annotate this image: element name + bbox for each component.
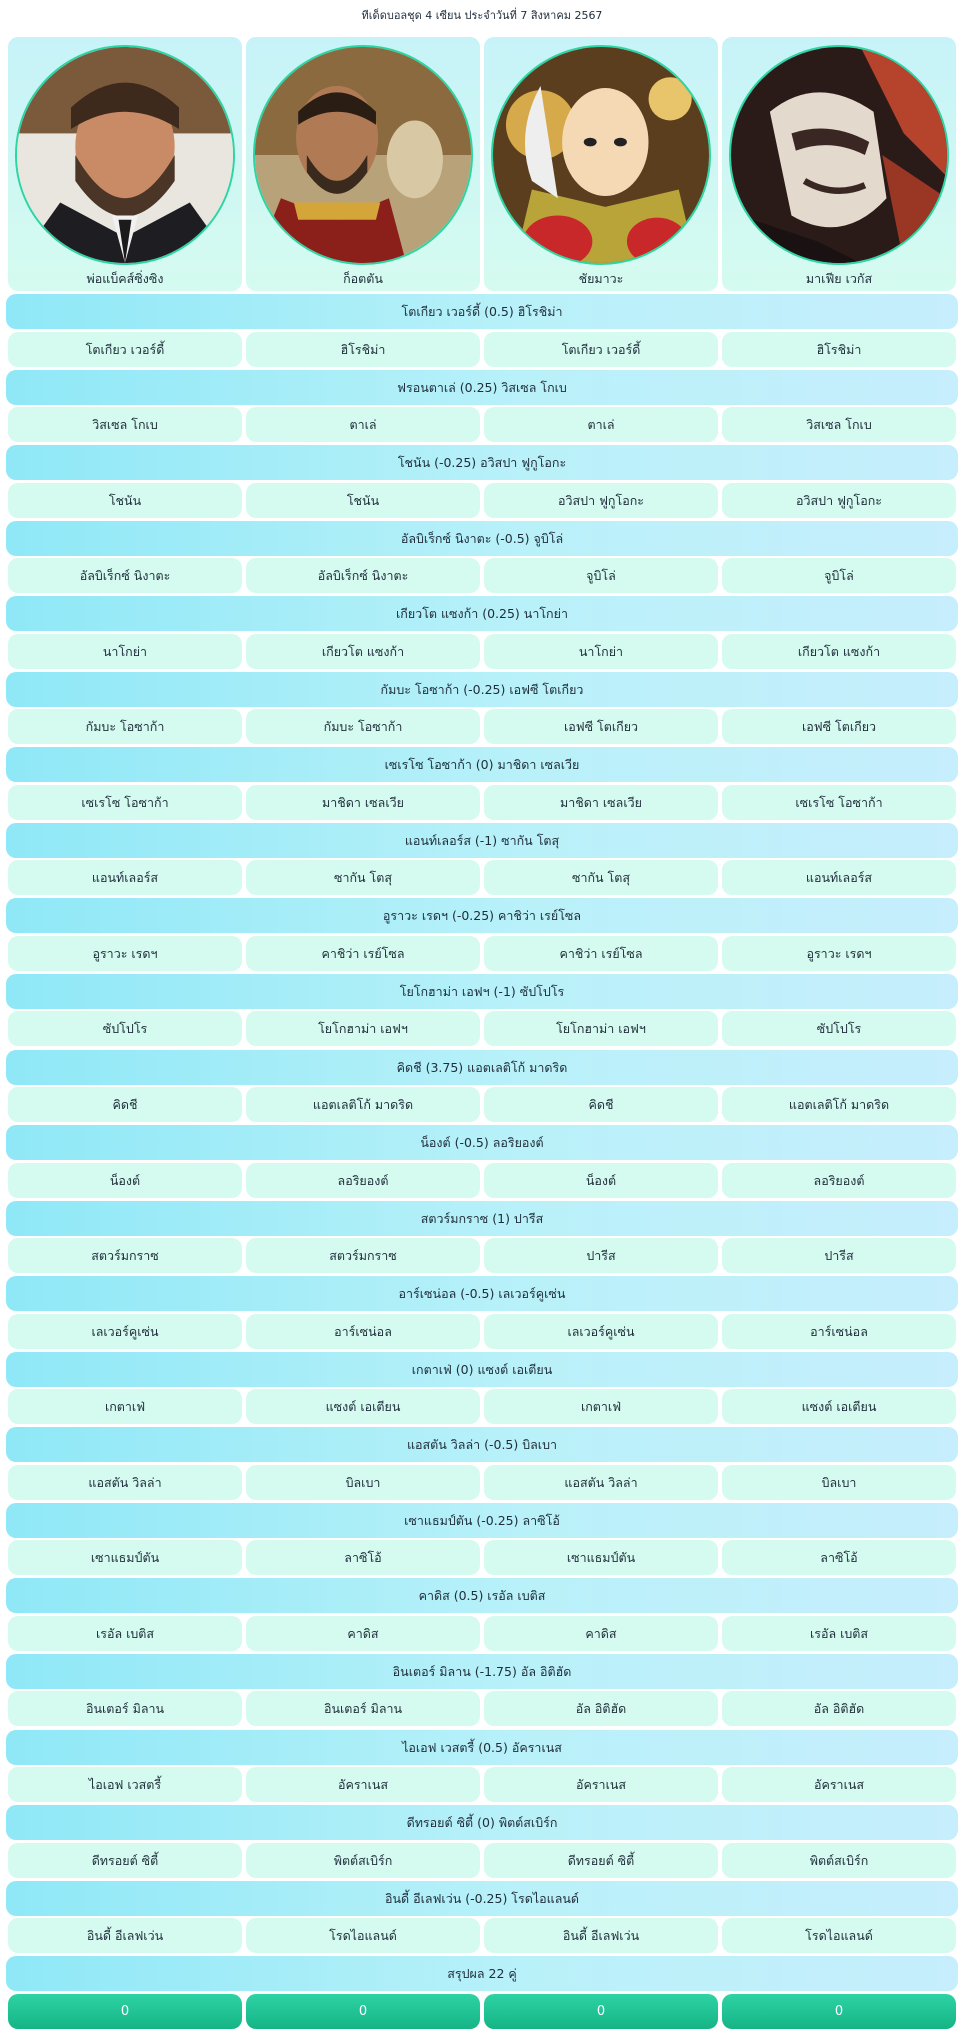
pick-cell: เลเวอร์คูเซ่น xyxy=(484,1314,718,1349)
pick-cell: อวิสปา ฟูกูโอกะ xyxy=(484,483,718,518)
pick-cell: เกียวโต แซงก้า xyxy=(246,634,480,669)
pick-cell: โชนัน xyxy=(246,483,480,518)
match-header: คิดชี (3.75) แอตเลติโก้ มาดริด xyxy=(6,1050,958,1085)
match-header: ฟรอนตาเล่ (0.25) วิสเซล โกเบ xyxy=(6,370,958,405)
pick-cell: จูบิโล่ xyxy=(722,558,956,593)
pick-row xyxy=(8,1540,956,1575)
pick-cell: วิสเซล โกเบ xyxy=(722,407,956,442)
pick-cell: เกียวโต แซงก้า xyxy=(722,634,956,669)
pick-row xyxy=(8,1087,956,1122)
pick-cell: อูราวะ เรดฯ xyxy=(8,936,242,971)
match-header: โตเกียว เวอร์ดี้ (0.5) ฮิโรชิม่า xyxy=(6,294,958,329)
pick-cell: เซเรโซ โอซาก้า xyxy=(8,785,242,820)
score-row xyxy=(8,1994,956,2029)
pick-cell: คาชิว่า เรย์โซล xyxy=(246,936,480,971)
match-header: ไอเอฟ เวสตรี้ (0.5) อัคราเนส xyxy=(6,1730,958,1765)
tipster-name: ชัยมาวะ xyxy=(578,271,624,286)
match-header: อินเตอร์ มิลาน (-1.75) อัล อิติฮัด xyxy=(6,1654,958,1689)
pick-cell: อัคราเนส xyxy=(722,1767,956,1802)
pick-row xyxy=(8,1163,956,1198)
pick-cell: ซากัน โตสุ xyxy=(246,860,480,895)
pick-cell: อัคราเนส xyxy=(246,1767,480,1802)
tipster-name: ก็อตตัน xyxy=(343,271,383,286)
pick-row xyxy=(8,634,956,669)
pick-cell: ลอริยองต์ xyxy=(246,1163,480,1198)
pick-row xyxy=(8,1918,956,1953)
pick-cell: นาโกย่า xyxy=(484,634,718,669)
pick-cell: คิดชี xyxy=(8,1087,242,1122)
portrait-anime-bald-hero-icon xyxy=(493,47,709,263)
pick-cell: ฮิโรชิม่า xyxy=(246,332,480,367)
match-header: อาร์เซน่อล (-0.5) เลเวอร์คูเซ่น xyxy=(6,1276,958,1311)
match-header: เซเรโซ โอซาก้า (0) มาชิดา เซลเวีย xyxy=(6,747,958,782)
pick-row xyxy=(8,785,956,820)
pick-cell: อัลบิเร็กซ์ นิงาตะ xyxy=(8,558,242,593)
score-cell: 0 xyxy=(8,1994,242,2029)
match-header: โยโกฮาม่า เอฟฯ (-1) ซัปโปโร xyxy=(6,974,958,1009)
pick-cell: ตาเล่ xyxy=(246,407,480,442)
pick-cell: ลาซิโอ้ xyxy=(722,1540,956,1575)
pick-cell: อัคราเนส xyxy=(484,1767,718,1802)
pick-cell: มาชิดา เซลเวีย xyxy=(246,785,480,820)
tipster-name: มาเฟีย เวกัส xyxy=(805,271,873,286)
pick-cell: คาดิส xyxy=(246,1616,480,1651)
pick-row xyxy=(8,1389,956,1424)
pick-cell: ดีทรอยต์ ซิตี้ xyxy=(8,1843,242,1878)
pick-row xyxy=(8,1767,956,1802)
match-header: สตวร์มกราซ (1) ปารีส xyxy=(6,1201,958,1236)
tipster-name: พ่อแบ็คส์ซิ่งซิง xyxy=(86,271,164,286)
tipster-row xyxy=(8,37,956,291)
pick-cell: เซาแธมป์ตัน xyxy=(484,1540,718,1575)
match-header: แอนท์เลอร์ส (-1) ซากัน โตสุ xyxy=(6,823,958,858)
pick-cell: โตเกียว เวอร์ดี้ xyxy=(484,332,718,367)
pick-cell: พิตต์สเบิร์ก xyxy=(246,1843,480,1878)
pick-cell: โยโกฮาม่า เอฟฯ xyxy=(246,1011,480,1046)
pick-cell: ซากัน โตสุ xyxy=(484,860,718,895)
pick-cell: สตวร์มกราซ xyxy=(246,1238,480,1273)
pick-cell: เรอัล เบติส xyxy=(722,1616,956,1651)
match-header: อูราวะ เรดฯ (-0.25) คาชิว่า เรย์โซล xyxy=(6,898,958,933)
pick-cell: วิสเซล โกเบ xyxy=(8,407,242,442)
pick-cell: อินดี้ อีเลฟเว่น xyxy=(8,1918,242,1953)
pick-row xyxy=(8,1465,956,1500)
pick-cell: พิตต์สเบิร์ก xyxy=(722,1843,956,1878)
page-title: ทีเด็ดบอลชุด 4 เซียน ประจำวันที่ 7 สิงหาคม 2567 xyxy=(361,9,603,22)
score-cell: 0 xyxy=(246,1994,480,2029)
pick-row xyxy=(8,860,956,895)
pick-cell: โรดไอแลนด์ xyxy=(722,1918,956,1953)
pick-row xyxy=(8,1011,956,1046)
pick-row xyxy=(8,709,956,744)
match-header: ดีทรอยต์ ซิตี้ (0) พิตต์สเบิร์ก xyxy=(6,1805,958,1840)
pick-cell: ลอริยองต์ xyxy=(722,1163,956,1198)
pick-cell: ไอเอฟ เวสตรี้ xyxy=(8,1767,242,1802)
pick-cell: อัลบิเร็กซ์ นิงาตะ xyxy=(246,558,480,593)
pick-cell: น็องต์ xyxy=(484,1163,718,1198)
pick-cell: แอสตัน วิลล่า xyxy=(8,1465,242,1500)
pick-row xyxy=(8,483,956,518)
pick-cell: เซาแธมป์ตัน xyxy=(8,1540,242,1575)
match-header: อินดี้ อีเลฟเว่น (-0.25) โรดไอแลนด์ xyxy=(6,1881,958,1916)
pick-row xyxy=(8,1843,956,1878)
pick-cell: ปารีส xyxy=(484,1238,718,1273)
pick-cell: คาชิว่า เรย์โซล xyxy=(484,936,718,971)
pick-cell: แอนท์เลอร์ส xyxy=(8,860,242,895)
pick-cell: แซงต์ เอเตียน xyxy=(722,1389,956,1424)
match-header: เกียวโต แซงก้า (0.25) นาโกย่า xyxy=(6,596,958,631)
pick-cell: แอตเลติโก้ มาดริด xyxy=(246,1087,480,1122)
pick-cell: มาชิดา เซลเวีย xyxy=(484,785,718,820)
avatar xyxy=(253,45,473,265)
pick-cell: ซัปโปโร xyxy=(722,1011,956,1046)
pick-cell: อัล อิติฮัด xyxy=(484,1691,718,1726)
pick-cell: บิลเบา xyxy=(246,1465,480,1500)
match-header: เกตาเฟ่ (0) แซงต์ เอเตียน xyxy=(6,1352,958,1387)
pick-cell: อินเตอร์ มิลาน xyxy=(8,1691,242,1726)
tipster-card xyxy=(8,37,242,291)
pick-cell: แอตเลติโก้ มาดริด xyxy=(722,1087,956,1122)
pick-cell: คาดิส xyxy=(484,1616,718,1651)
pick-cell: ซัปโปโร xyxy=(8,1011,242,1046)
pick-cell: นาโกย่า xyxy=(8,634,242,669)
pick-cell: กัมบะ โอซาก้า xyxy=(246,709,480,744)
match-header: กัมบะ โอซาก้า (-0.25) เอฟซี โตเกียว xyxy=(6,672,958,707)
pick-row xyxy=(8,407,956,442)
pick-cell: ฮิโรชิม่า xyxy=(722,332,956,367)
match-header: เซาแธมป์ตัน (-0.25) ลาซิโอ้ xyxy=(6,1503,958,1538)
pick-cell: แอสตัน วิลล่า xyxy=(484,1465,718,1500)
avatar xyxy=(15,45,235,265)
pick-cell: เซเรโซ โอซาก้า xyxy=(722,785,956,820)
summary-header: สรุปผล 22 คู่ xyxy=(6,1956,958,1991)
pick-cell: อินเตอร์ มิลาน xyxy=(246,1691,480,1726)
tipster-card xyxy=(246,37,480,291)
portrait-bearded-man-icon xyxy=(17,47,233,263)
pick-cell: อาร์เซน่อล xyxy=(246,1314,480,1349)
pick-row xyxy=(8,558,956,593)
pick-cell: น็องต์ xyxy=(8,1163,242,1198)
pick-row xyxy=(8,1616,956,1651)
pick-cell: อาร์เซน่อล xyxy=(722,1314,956,1349)
pick-cell: แอนท์เลอร์ส xyxy=(722,860,956,895)
pick-cell: ปารีส xyxy=(722,1238,956,1273)
pick-cell: โยโกฮาม่า เอฟฯ xyxy=(484,1011,718,1046)
pick-row xyxy=(8,936,956,971)
pick-cell: โรดไอแลนด์ xyxy=(246,1918,480,1953)
pick-cell: อูราวะ เรดฯ xyxy=(722,936,956,971)
pick-cell: เลเวอร์คูเซ่น xyxy=(8,1314,242,1349)
portrait-mafia-man-icon xyxy=(731,47,947,263)
pick-row xyxy=(8,332,956,367)
pick-cell: เรอัล เบติส xyxy=(8,1616,242,1651)
pick-cell: ดีทรอยต์ ซิตี้ xyxy=(484,1843,718,1878)
match-header: อัลบิเร็กซ์ นิงาตะ (-0.5) จูบิโล่ xyxy=(6,521,958,556)
pick-cell: กัมบะ โอซาก้า xyxy=(8,709,242,744)
score-cell: 0 xyxy=(484,1994,718,2029)
pick-cell: อวิสปา ฟูกูโอกะ xyxy=(722,483,956,518)
pick-cell: อินดี้ อีเลฟเว่น xyxy=(484,1918,718,1953)
pick-cell: ตาเล่ xyxy=(484,407,718,442)
pick-row xyxy=(8,1691,956,1726)
score-cell: 0 xyxy=(722,1994,956,2029)
avatar xyxy=(491,45,711,265)
pick-row xyxy=(8,1314,956,1349)
match-header: แอสตัน วิลล่า (-0.5) บิลเบา xyxy=(6,1427,958,1462)
match-header: น็องต์ (-0.5) ลอริยองต์ xyxy=(6,1125,958,1160)
pick-cell: เกตาเฟ่ xyxy=(8,1389,242,1424)
pick-row xyxy=(8,1238,956,1273)
portrait-footballer-icon xyxy=(255,47,471,263)
pick-cell: ลาซิโอ้ xyxy=(246,1540,480,1575)
tipster-card xyxy=(484,37,718,291)
pick-cell: โตเกียว เวอร์ดี้ xyxy=(8,332,242,367)
pick-cell: เอฟซี โตเกียว xyxy=(484,709,718,744)
avatar xyxy=(729,45,949,265)
pick-cell: สตวร์มกราซ xyxy=(8,1238,242,1273)
match-header: โชนัน (-0.25) อวิสปา ฟูกูโอกะ xyxy=(6,445,958,480)
tipster-card xyxy=(722,37,956,291)
pick-cell: เกตาเฟ่ xyxy=(484,1389,718,1424)
pick-cell: เอฟซี โตเกียว xyxy=(722,709,956,744)
match-header: คาดิส (0.5) เรอัล เบติส xyxy=(6,1578,958,1613)
pick-cell: อัล อิติฮัด xyxy=(722,1691,956,1726)
pick-cell: แซงต์ เอเตียน xyxy=(246,1389,480,1424)
pick-cell: จูบิโล่ xyxy=(484,558,718,593)
pick-cell: คิดชี xyxy=(484,1087,718,1122)
pick-cell: บิลเบา xyxy=(722,1465,956,1500)
pick-cell: โชนัน xyxy=(8,483,242,518)
